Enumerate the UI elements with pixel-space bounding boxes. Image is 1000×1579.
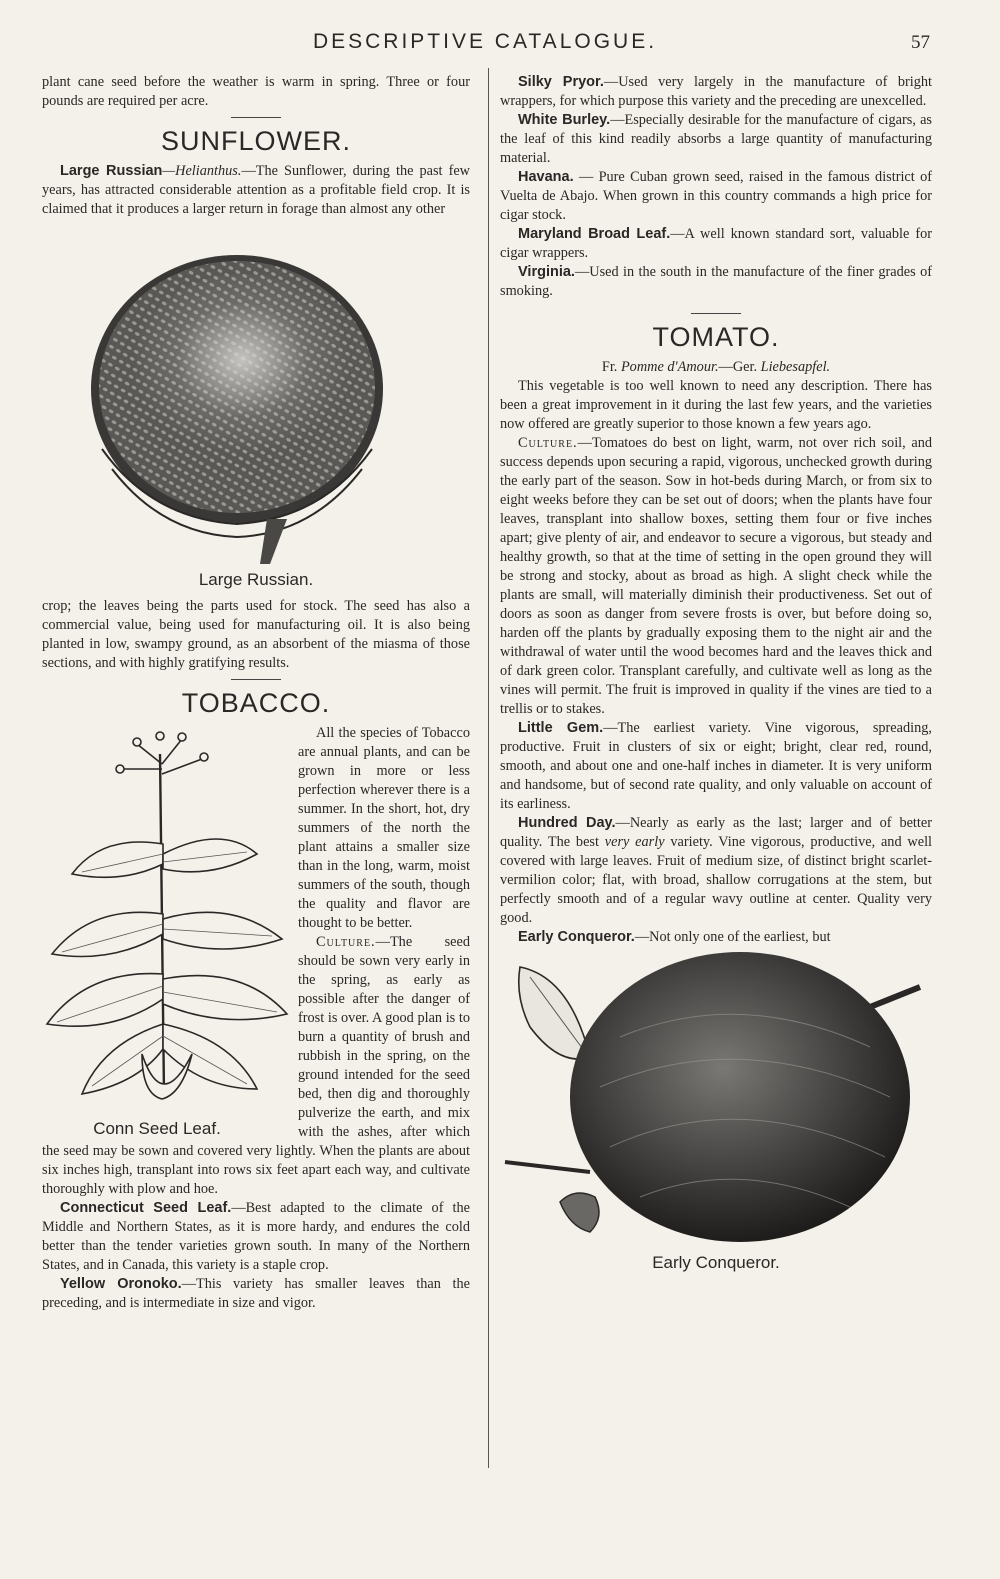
variety-name: Hundred Day. bbox=[518, 815, 616, 831]
culture-text: —Tomatoes do best on light, warm, not over rich soil, and success depends upon securing a rapid, vigorous, unchecked growth during the early part of the season. Sow in hot-beds during March, or from six to eight weeks before they can be set out of doors; when the plants have four leaves, transplant into shallow boxes, setting them four or five inches apart; give plenty of air, and endeavor to secure a vigorous, but steady and healthy growth, so that at the time of setting in the open ground they will be strong and stocky, about as broad as high. A slight check while the plants are small, will materially diminish their productiveness. Set out of doors as soon as danger from severe frosts is over, but before doing so, harden off the plants by gradually exposing them to the night air and the withdrawal of water until the wood becomes hard and the leaves thick and of dark green color. Transplant carefully, and cultivate well as long as the vines will permit. The fruit is improved in quality if the vines are tied to a trellis or to stakes. bbox=[500, 435, 932, 717]
culture-label: Culture. bbox=[316, 934, 376, 950]
culture-text: —The seed should be sown very early in the spring, as early as possible after the danger of frost is over. A good plan is to burn a quantity of brush and rubbish in the spring, on the ground intended for the seed bed, then dig and thoroughly pulverize the earth, and mix with the ashes, after which the seed may be sown and covered very lightly. When the plants are about six inches high, transplant into rows six feet apart each way, and cultivate thoroughly with plow and hoe. bbox=[42, 934, 470, 1197]
variety-name: Little Gem. bbox=[518, 720, 604, 736]
page-header bbox=[40, 30, 930, 58]
tomato-heading: TOMATO. bbox=[652, 322, 780, 352]
tomato-intro: This vegetable is too well known to need any description. There has been a great improvement in it during the last few years, and the varieties now offered are greatly superior to those known a few years ago. bbox=[500, 378, 932, 432]
tobacco-illustration bbox=[42, 724, 290, 1114]
tomato-caption: Early Conqueror. bbox=[652, 1253, 780, 1272]
variety-text: —Not only one of the earliest, but bbox=[634, 929, 831, 945]
variety-name: White Burley. bbox=[518, 112, 611, 128]
sunflower-caption: Large Russian. bbox=[198, 570, 314, 589]
fr-name: Pomme d'Amour. bbox=[620, 359, 719, 375]
variety-name: Early Conqueror. bbox=[518, 929, 635, 945]
tobacco-caption: Conn Seed Leaf. bbox=[93, 1119, 221, 1138]
tomato-foreign-names bbox=[500, 358, 932, 377]
fr-label: Fr. bbox=[601, 359, 618, 375]
section-rule bbox=[231, 117, 281, 118]
variety-text: —Used very largely in the manufacture of bright wrappers, for which purpose this variety and the preceding are unexcelled. bbox=[500, 74, 932, 109]
culture-label: Culture. bbox=[518, 435, 578, 451]
sunflower-continued: crop; the leaves being the parts used for stock. The seed has also a commercial value, being used for manufacturing oil. It is also being planted in low, swampy ground, as an absorbent of the miasma of those sections, and with highly gratifying results. bbox=[42, 598, 470, 671]
variety-name: Virginia. bbox=[518, 264, 575, 280]
tobacco-intro: All the species of Tobacco are annual plants, and can be grown in more or less perfection wherever there is a summer. In the short, hot, dry summers of the north the plant attains a smaller size than in the long, warm, moist summers of the south, though the quality and flavor are thought to be better. bbox=[298, 725, 470, 931]
variety-text: —This variety has smaller leaves than the preceding, and is intermediate in size and vigor. bbox=[42, 1276, 470, 1311]
variety-entry bbox=[500, 225, 932, 263]
intro-paragraph: plant cane seed before the weather is warm in spring. Three or four pounds are required per acre. bbox=[42, 74, 470, 109]
left-column bbox=[42, 73, 470, 1313]
sunflower-text: —The Sunflower, during the past few years, has attracted considerable attention as a profitable field crop. It is claimed that it produces a larger return in forage than almost any other bbox=[42, 163, 471, 217]
tomato-figure bbox=[500, 947, 932, 1277]
variety-entry bbox=[500, 73, 932, 111]
variety-entry bbox=[500, 168, 932, 225]
tomato-illustration bbox=[500, 947, 932, 1252]
variety-name: Connecticut Seed Leaf. bbox=[60, 1200, 232, 1216]
variety-name: Large Russian bbox=[60, 163, 163, 179]
variety-name: Silky Pryor. bbox=[518, 74, 604, 90]
variety-text: variety. Vine vigorous, productive, and well covered with large leaves. Fruit of medium size, of distinct bright scarlet-vermilion color; flat, with broad, shallow corrugations at the stem, but perfectly smooth and of a regular wavy outline at center. Quality very good. bbox=[500, 834, 933, 926]
section-rule bbox=[231, 679, 281, 680]
variety-text: —Used in the south in the manufacture of the finer grades of smoking. bbox=[500, 264, 932, 299]
section-rule bbox=[691, 313, 741, 314]
sunflower-figure bbox=[42, 219, 470, 597]
ger-name: Liebesapfel. bbox=[760, 359, 831, 375]
column-divider bbox=[488, 68, 489, 1468]
variety-entry bbox=[500, 719, 932, 814]
tobacco-figure bbox=[42, 724, 290, 1142]
variety-text: —Nearly as early as the last; larger and of better quality. The best bbox=[500, 815, 932, 850]
variety-text: — Pure Cuban grown seed, raised in the famous district of Vuelta de Abajo. When grown in this country commands a high price for cigar stock. bbox=[500, 169, 932, 223]
variety-text: —A well known standard sort, valuable for cigar wrappers. bbox=[500, 226, 932, 261]
latin-name: —Helianthus. bbox=[162, 163, 242, 179]
variety-name: Havana. bbox=[518, 169, 574, 185]
variety-entry bbox=[500, 928, 932, 947]
sunflower-heading: SUNFLOWER. bbox=[160, 126, 351, 156]
tobacco-block bbox=[42, 724, 470, 1199]
variety-name: Maryland Broad Leaf. bbox=[518, 226, 671, 242]
page-number: 57 bbox=[911, 32, 930, 53]
variety-text: —Best adapted to the climate of the Middle and Northern States, as it is more hardy, and endures the cold better than the tender varieties grown south. In many of the Northern States, and in Canada, this variety is a staple crop. bbox=[42, 1200, 470, 1273]
sunflower-paragraph bbox=[42, 162, 470, 219]
tomato-culture bbox=[500, 434, 932, 719]
sunflower-illustration bbox=[42, 219, 470, 569]
variety-entry bbox=[500, 814, 932, 928]
emphasis: very early bbox=[604, 834, 665, 850]
variety-text: —The earliest variety. Vine vigorous, spreading, productive. Fruit in clusters of six or eight; bright, clear red, round, smooth, and about one and one-half inches in diameter. It is very uniform and handsome, but of second rate quality, and only valuable on account of its earliness. bbox=[500, 720, 932, 812]
ger-label: —Ger. bbox=[718, 359, 758, 375]
variety-entry bbox=[42, 1199, 470, 1275]
tobacco-heading: TOBACCO. bbox=[181, 688, 331, 718]
variety-entry bbox=[500, 111, 932, 168]
variety-entry bbox=[42, 1275, 470, 1313]
running-title: DESCRIPTIVE CATALOGUE. bbox=[312, 30, 658, 53]
variety-name: Yellow Oronoko. bbox=[60, 1276, 182, 1292]
variety-text: —Especially desirable for the manufacture of cigars, as the leaf of this kind readily absorbs a large quantity of manufacturing material. bbox=[500, 112, 933, 166]
variety-entry bbox=[500, 263, 932, 301]
right-column bbox=[500, 73, 932, 1277]
